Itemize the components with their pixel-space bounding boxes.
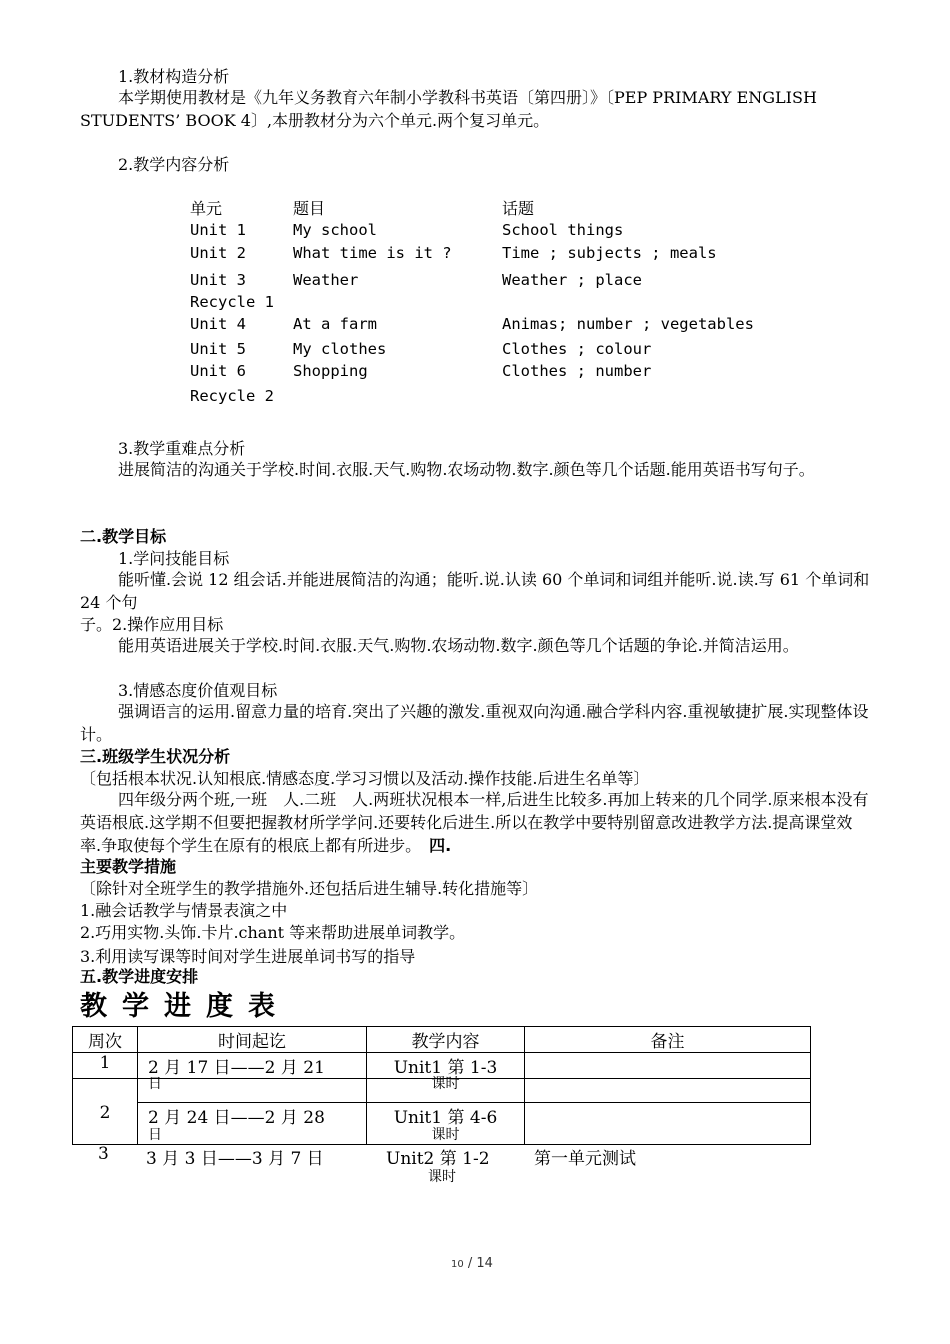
unit-title: At a farm — [293, 315, 377, 333]
unit-name: Recycle 2 — [190, 387, 274, 405]
content-cell — [367, 1103, 525, 1145]
heading-content-analysis: 2.教学内容分析 — [118, 155, 230, 174]
section-title-students: 三.班级学生状况分析 — [80, 747, 231, 766]
textbook-description: 本学期使用教材是《九年义务教育六年制小学教科书英语〔第四册〕》〔PEP PRIMARY ENGLISH STUDENTS’ BOOK 4〕,本册教材分为六个单元.两个复习单元。 — [80, 88, 817, 130]
current-page: 10 — [451, 1259, 464, 1270]
week-cell-empty — [73, 1079, 138, 1103]
time-cell: 3 月 3 日——3 月 7 日 — [146, 1149, 324, 1169]
note-cell — [525, 1103, 811, 1145]
unit-topic: Clothes ; number — [502, 362, 652, 380]
goal-3-text: 强调语言的运用.留意力量的培育.突出了兴趣的激发.重视双向沟通.融合学科内容.重视敏捷扩展.实现整体设计。 — [80, 702, 869, 744]
total-pages: / 14 — [467, 1256, 493, 1271]
week-cell: 1 — [73, 1053, 138, 1079]
units-header-topic: 话题 — [502, 199, 535, 218]
measure-item: 3.利用读写课等时间对学生进展单词书写的指导 — [80, 947, 416, 966]
unit-name: Unit 2 — [190, 244, 246, 262]
week-cell: 3 — [98, 1144, 109, 1164]
goal-2-heading: 子。2.操作应用目标 — [80, 615, 224, 634]
time-line: 2 月 17 日——2 月 21 — [148, 1058, 325, 1078]
section-title-schedule: 五.教学进度安排 — [80, 967, 199, 986]
content-line: 课时 — [431, 1076, 460, 1092]
time-line: 日 — [148, 1127, 162, 1143]
unit-name: Unit 5 — [190, 340, 246, 358]
goal-2-text: 能用英语进展关于学校.时间.衣服.天气.购物.农场动物.数字.颜色等几个话题的争论.并简洁运用。 — [118, 636, 799, 655]
difficulties-text: 进展简洁的沟通关于学校.时间.衣服.天气.购物.农场动物.数字.颜色等几个话题.能用英语书写句子。 — [118, 460, 815, 479]
units-header-unit: 单元 — [190, 199, 223, 218]
header-note: 备注 — [525, 1027, 811, 1053]
unit-topic: Animas; number ; vegetables — [502, 315, 754, 333]
goal-3-heading: 3.情感态度价值观目标 — [118, 681, 278, 700]
students-analysis-text: 四年级分两个班,一班 人.二班 人.两班状况根本一样,后进生比较多.再加上转来的几个同学.原来根本没有英语根底.这学期不但要把握教材所学学问.还要转化后进生.所以在教学中要特别留意改进教学方法.提高课堂效率.争取使每个学生在原有的根底上都有所进步。 — [80, 790, 869, 855]
unit-title: My clothes — [293, 340, 387, 358]
students-note: 〔包括根本状况.认知根底.情感态度.学习习惯以及活动.操作技能.后进生名单等〕 — [80, 769, 650, 788]
page-number — [451, 1256, 493, 1271]
unit-name: Unit 4 — [190, 315, 246, 333]
header-content: 教学内容 — [367, 1027, 525, 1053]
content-cell-cont — [367, 1076, 525, 1103]
header-week: 周次 — [73, 1027, 138, 1053]
section-title-goals: 二.教学目标 — [80, 527, 167, 546]
unit-title: Weather — [293, 271, 359, 289]
measures-note: 〔除针对全班学生的教学措施外.还包括后进生辅导.转化措施等〕 — [80, 879, 539, 898]
unit-name: Unit 6 — [190, 362, 246, 380]
students-analysis — [80, 788, 870, 857]
content-line: Unit1 第 1-3 — [393, 1058, 498, 1078]
note-cell: 第一单元测试 — [534, 1149, 636, 1169]
measure-item: 1.融会话教学与情景表演之中 — [80, 901, 288, 920]
unit-name: Unit 3 — [190, 271, 246, 289]
week-cell: 2 — [73, 1103, 138, 1145]
unit-topic: Weather ; place — [502, 271, 642, 289]
section-title-measures: 主要教学措施 — [80, 857, 177, 876]
note-cell — [525, 1053, 811, 1079]
time-cell-cont — [138, 1076, 367, 1103]
unit-title: What time is it ? — [293, 244, 452, 262]
unit-topic: School things — [502, 221, 624, 239]
measure-item: 2.巧用实物.头饰.卡片.chant 等来帮助进展单词教学。 — [80, 923, 466, 942]
content-cell: Unit2 第 1-2 — [386, 1149, 490, 1169]
schedule-row-continued — [73, 1079, 811, 1103]
unit-title: My school — [293, 221, 377, 239]
schedule-header-row — [73, 1027, 811, 1053]
time-line: 2 月 24 日——2 月 28 — [148, 1108, 325, 1128]
goal-1-heading: 1.学问技能目标 — [118, 549, 230, 568]
unit-name: Unit 1 — [190, 221, 246, 239]
content-cell-cont: 课时 — [428, 1169, 456, 1185]
unit-topic: Clothes ; colour — [502, 340, 652, 358]
header-time: 时间起讫 — [138, 1027, 367, 1053]
goal-1-text: 能听懂.会说 12 组会话.并能进展简洁的沟通；能听.说.认读 60 个单词和词组并能听.说.读.写 61 个单词和 24 个句 — [80, 570, 870, 612]
time-line: 日 — [148, 1076, 162, 1092]
schedule-row — [73, 1103, 811, 1145]
schedule-title: 教学进度表 — [80, 991, 290, 1022]
content-line: 课时 — [431, 1127, 460, 1143]
note-cell-empty — [525, 1079, 811, 1103]
content-line: Unit1 第 4-6 — [393, 1108, 498, 1128]
unit-topic: Time ; subjects ; meals — [502, 244, 717, 262]
next-section-number: 四. — [429, 836, 452, 855]
schedule-table — [72, 1026, 811, 1145]
heading-difficulties: 3.教学重难点分析 — [118, 439, 246, 458]
units-header-title: 题目 — [293, 199, 326, 218]
heading-textbook-structure: 1.教材构造分析 — [118, 67, 230, 86]
time-cell — [138, 1103, 367, 1145]
unit-title: Shopping — [293, 362, 368, 380]
unit-name: Recycle 1 — [190, 293, 274, 311]
